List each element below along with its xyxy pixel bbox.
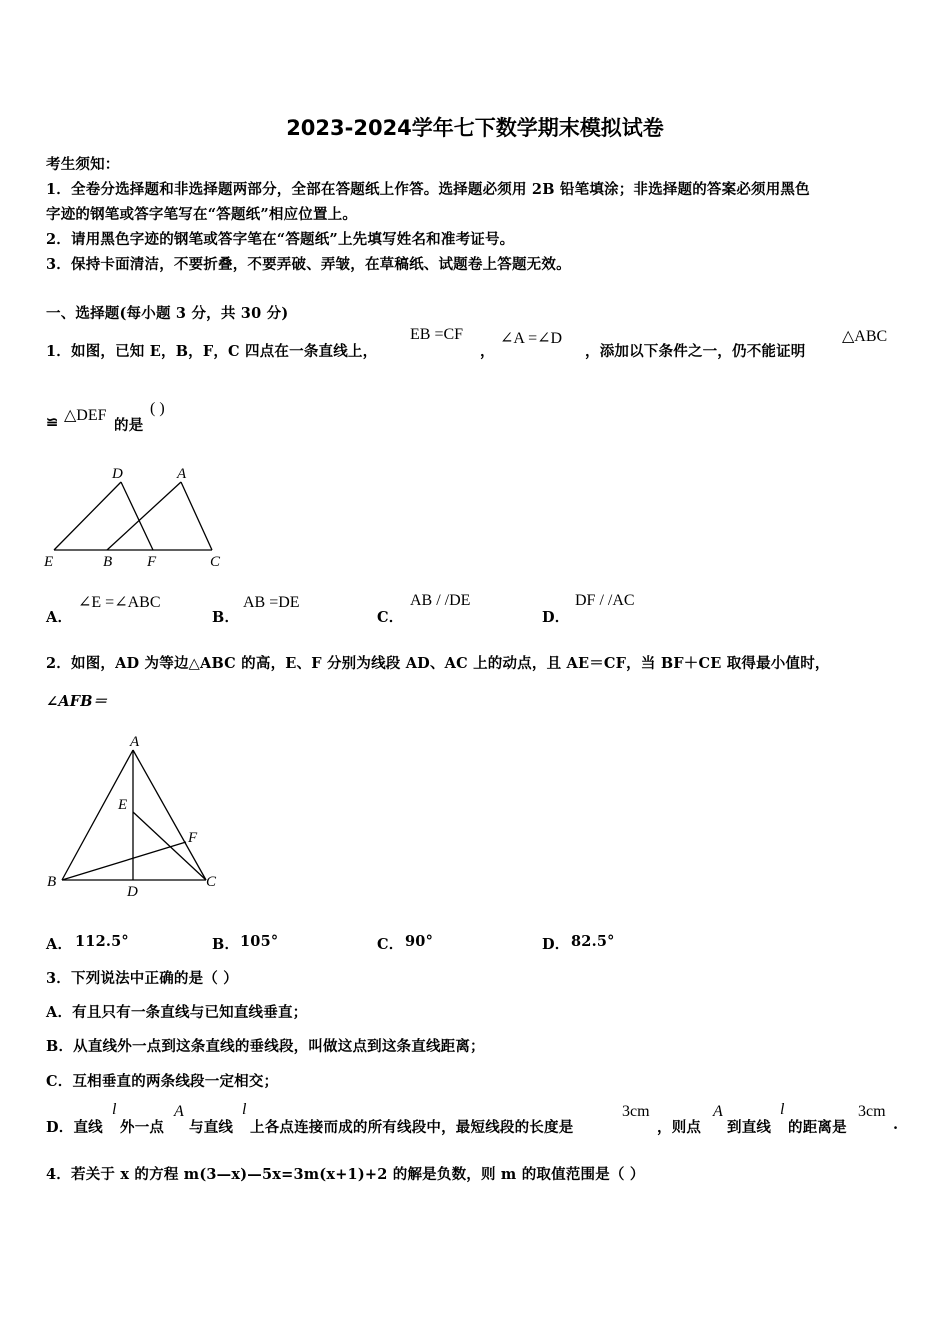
q3-math-3cm-2: 3cm (858, 1103, 886, 1120)
q3-option-d-part7: 的距离是 (788, 1119, 847, 1136)
notice-line-1a: 1．全卷分选择题和非选择题两部分，全部在答题纸上作答。选择题必须用 2B 铅笔填涂；非选择题的答案必须用黑色 (46, 181, 810, 198)
label-b: B (103, 554, 113, 570)
q2-option-a-val: 112.5° (75, 933, 129, 950)
q3-option-d-part6: 到直线 (727, 1119, 772, 1136)
q3-option-d-part5: ，则点 (657, 1119, 702, 1136)
label-e: E (118, 797, 128, 813)
label-d: D (127, 884, 138, 900)
q1-answer-paren: ( ) (150, 400, 165, 417)
q1-option-c-key: C． (377, 609, 404, 626)
q3-option-a: A．有且只有一条直线与已知直线垂直； (46, 1004, 308, 1021)
q1-congruent-sign: ≌ (46, 414, 59, 431)
label-b: B (47, 874, 57, 890)
q3-math-3cm-1: 3cm (622, 1103, 650, 1120)
notice-heading: 考生须知： (46, 156, 120, 173)
q1-math-abc: △ABC (842, 328, 888, 345)
q3-option-c: C．互相垂直的两条线段一定相交； (46, 1073, 279, 1090)
page-title: 2023-2024学年七下数学期末模拟试卷 (286, 116, 664, 140)
line-ab (62, 750, 133, 880)
label-f: F (147, 554, 157, 570)
q1-math-def: △DEF (64, 407, 107, 424)
q3-option-d-period: . (893, 1116, 899, 1133)
q3-option-d-part4: 上各点连接而成的所有线段中，最短线段的长度是 (250, 1119, 574, 1136)
q2-option-b-key: B． (212, 936, 240, 953)
q3-option-d-part2: 外一点 (120, 1119, 165, 1136)
q3-math-l-2: l (242, 1101, 247, 1118)
q1-option-d-key: D． (542, 609, 570, 626)
q1-text-c: 的是 (114, 417, 144, 434)
q3-option-b: B．从直线外一点到这条直线的垂线段，叫做这点到这条直线距离； (46, 1038, 485, 1055)
q1-math-eb-cf: EB =CF (410, 326, 464, 343)
q4-text: 4．若关于 x 的方程 m(3—x)—5x=3m(x+1)+2 的解是负数，则 m 的取值范围是（ ） (46, 1166, 645, 1183)
q1-text-a: 1．如图，已知 E，B，F，C 四点在一条直线上， (46, 343, 378, 360)
line-ac (133, 750, 206, 880)
section-heading: 一、选择题(每小题 3 分，共 30 分) (46, 305, 289, 322)
line-ed (54, 482, 121, 550)
label-e: E (44, 554, 54, 570)
q1-comma: ， (480, 343, 495, 360)
q3-option-d-part3: 与直线 (189, 1119, 234, 1136)
label-c: C (206, 874, 217, 890)
q1-math-angle: ∠A =∠D (500, 330, 563, 347)
q2-option-c-val: 90° (405, 933, 434, 950)
q1-option-b-key: B． (212, 609, 240, 626)
line-ec (133, 812, 206, 880)
label-a: A (177, 466, 187, 482)
q1-option-a-key: A． (46, 609, 73, 626)
q1-option-a-math: ∠E =∠ABC (78, 594, 161, 611)
notice-line-2: 2．请用黑色字迹的钢笔或答字笔在“答题纸”上先填写姓名和准考证号。 (46, 231, 515, 248)
q1-figure (40, 460, 240, 575)
q2-option-a-key: A． (46, 936, 73, 953)
q3-math-a-1: A (174, 1103, 184, 1120)
q1-option-b-math: AB =DE (243, 594, 300, 611)
label-f: F (188, 830, 198, 846)
q1-text-b: ，添加以下条件之一，仍不能证明 (585, 343, 806, 360)
line-bf (62, 842, 186, 880)
q2-text-2: ∠AFB＝ (46, 693, 108, 710)
line-df (121, 482, 153, 550)
line-ab (107, 482, 181, 550)
q2-option-d-key: D． (542, 936, 570, 953)
label-a: A (130, 734, 140, 750)
q1-option-c-math: AB / /DE (410, 592, 471, 609)
q2-option-b-val: 105° (240, 933, 279, 950)
q2-option-d-val: 82.5° (571, 933, 615, 950)
q3-text: 3．下列说法中正确的是（ ） (46, 970, 238, 987)
q3-math-l-1: l (112, 1101, 117, 1118)
label-d: D (112, 466, 123, 482)
q3-math-a-2: A (713, 1103, 723, 1120)
q3-math-l-3: l (780, 1101, 785, 1118)
q2-option-c-key: C． (377, 936, 404, 953)
label-c: C (210, 554, 221, 570)
line-ac (181, 482, 212, 550)
q2-text: 2．如图，AD 为等边△ABC 的高，E、F 分别为线段 AD、AC 上的动点，且 AE＝CF，当 BF＋CE 取得最小值时， (46, 655, 830, 672)
q3-option-d-part1: D．直线 (46, 1119, 103, 1136)
notice-line-1b: 字迹的钢笔或答字笔写在“答题纸”相应位置上。 (46, 206, 358, 223)
notice-line-3: 3．保持卡面清洁，不要折叠，不要弄破、弄皱，在草稿纸、试题卷上答题无效。 (46, 256, 571, 273)
q2-figure (40, 730, 230, 900)
q1-option-d-math: DF / /AC (575, 592, 635, 609)
